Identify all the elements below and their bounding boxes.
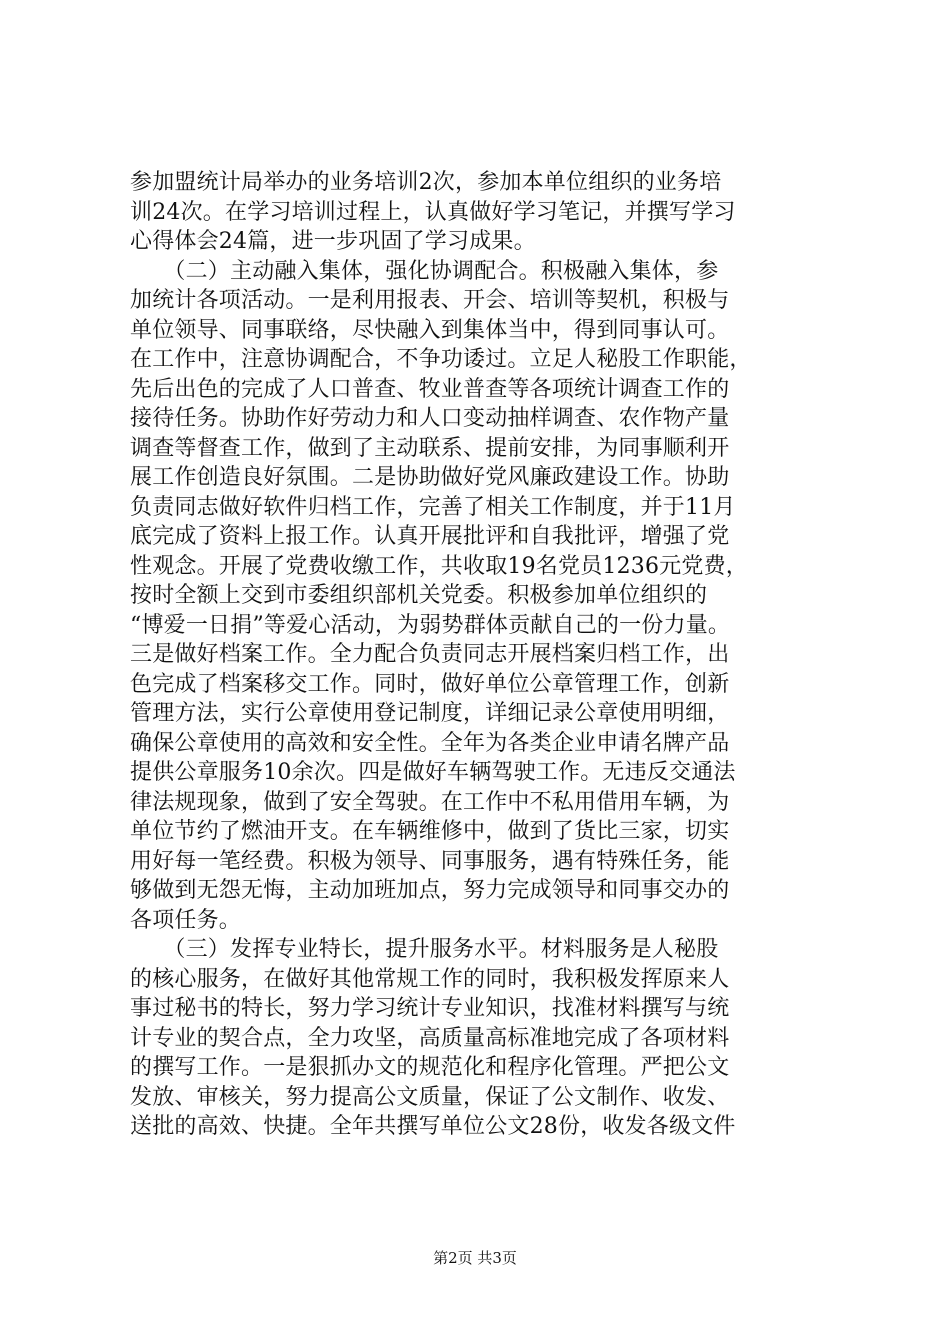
text-line: 调查等督查工作，做到了主动联系、提前安排，为同事顺利开 bbox=[130, 435, 730, 461]
text-line: “博爱一日捐”等爱心活动，为弱势群体贡献自己的一份力量。 bbox=[130, 612, 731, 638]
page-number-label: 第2页 共3页 bbox=[433, 1249, 517, 1267]
page-footer bbox=[0, 1247, 950, 1268]
text-line: 律法规现象，做到了安全驾驶。在工作中不私用借用车辆，为 bbox=[130, 789, 730, 815]
text-line: 在工作中，注意协调配合，不争功诿过。立足人秘股工作职能， bbox=[130, 347, 752, 372]
text-line: 底完成了资料上报工作。认真开展批评和自我批评，增强了党 bbox=[130, 524, 730, 549]
body-text bbox=[130, 168, 830, 1142]
text-line: 用好每一笔经费。积极为领导、同事服务，遇有特殊任务，能 bbox=[130, 848, 730, 874]
text-line: 各项任务。 bbox=[130, 907, 242, 933]
text-line: 确保公章使用的高效和安全性。全年为各类企业申请名牌产品 bbox=[130, 730, 730, 756]
text-line: （二）主动融入集体，强化协调配合。积极融入集体，参 bbox=[130, 258, 719, 284]
text-line: 单位节约了燃油开支。在车辆维修中，做到了货比三家，切实 bbox=[130, 819, 730, 844]
text-line: 事过秘书的特长，努力学习统计专业知识，找准材料撰写与统 bbox=[130, 996, 730, 1021]
text-line: 性观念。开展了党费收缴工作，共收取19名党员1236元党费， bbox=[130, 553, 748, 579]
text-line: 心得体会24篇，进一步巩固了学习成果。 bbox=[130, 229, 536, 254]
text-line: 管理方法，实行公章使用登记制度，详细记录公章使用明细， bbox=[130, 701, 730, 726]
text-line: 提供公章服务10余次。四是做好车辆驾驶工作。无违反交通法 bbox=[130, 760, 736, 785]
text-line: 送批的高效、快捷。全年共撰写单位公文28份，收发各级文件 bbox=[130, 1114, 736, 1139]
text-line: 先后出色的完成了人口普查、牧业普查等各项统计调查工作的 bbox=[130, 376, 730, 402]
text-line: 训24次。在学习培训过程上，认真做好学习笔记，并撰写学习 bbox=[130, 199, 736, 225]
text-line: 色完成了档案移交工作。同时，做好单位公章管理工作，创新 bbox=[130, 671, 730, 697]
text-line: 的撰写工作。一是狠抓办文的规范化和程序化管理。严把公文 bbox=[130, 1055, 730, 1080]
text-line: 展工作创造良好氛围。二是协助做好党风廉政建设工作。协助 bbox=[130, 465, 730, 490]
text-line: 接待任务。协助作好劳动力和人口变动抽样调查、农作物产量 bbox=[130, 406, 730, 431]
text-line: 发放、审核关，努力提高公文质量，保证了公文制作、收发、 bbox=[130, 1084, 730, 1110]
text-line: 三是做好档案工作。全力配合负责同志开展档案归档工作，出 bbox=[130, 642, 730, 667]
text-line: 参加盟统计局举办的业务培训2次，参加本单位组织的业务培 bbox=[130, 170, 722, 195]
text-line: 的核心服务，在做好其他常规工作的同时，我积极发挥原来人 bbox=[130, 966, 730, 992]
text-line: 计专业的契合点，全力攻坚，高质量高标准地完成了各项材料 bbox=[130, 1025, 730, 1051]
text-line: 按时全额上交到市委组织部机关党委。积极参加单位组织的 bbox=[130, 583, 708, 608]
text-line: 加统计各项活动。一是利用报表、开会、培训等契机，积极与 bbox=[130, 288, 730, 313]
text-line: 够做到无怨无悔，主动加班加点，努力完成领导和同事交办的 bbox=[130, 878, 730, 903]
text-line: （三）发挥专业特长，提升服务水平。材料服务是人秘股 bbox=[130, 937, 719, 962]
text-line: 单位领导、同事联络，尽快融入到集体当中，得到同事认可。 bbox=[130, 317, 730, 343]
text-line: 负责同志做好软件归档工作，完善了相关工作制度，并于11月 bbox=[130, 494, 736, 520]
